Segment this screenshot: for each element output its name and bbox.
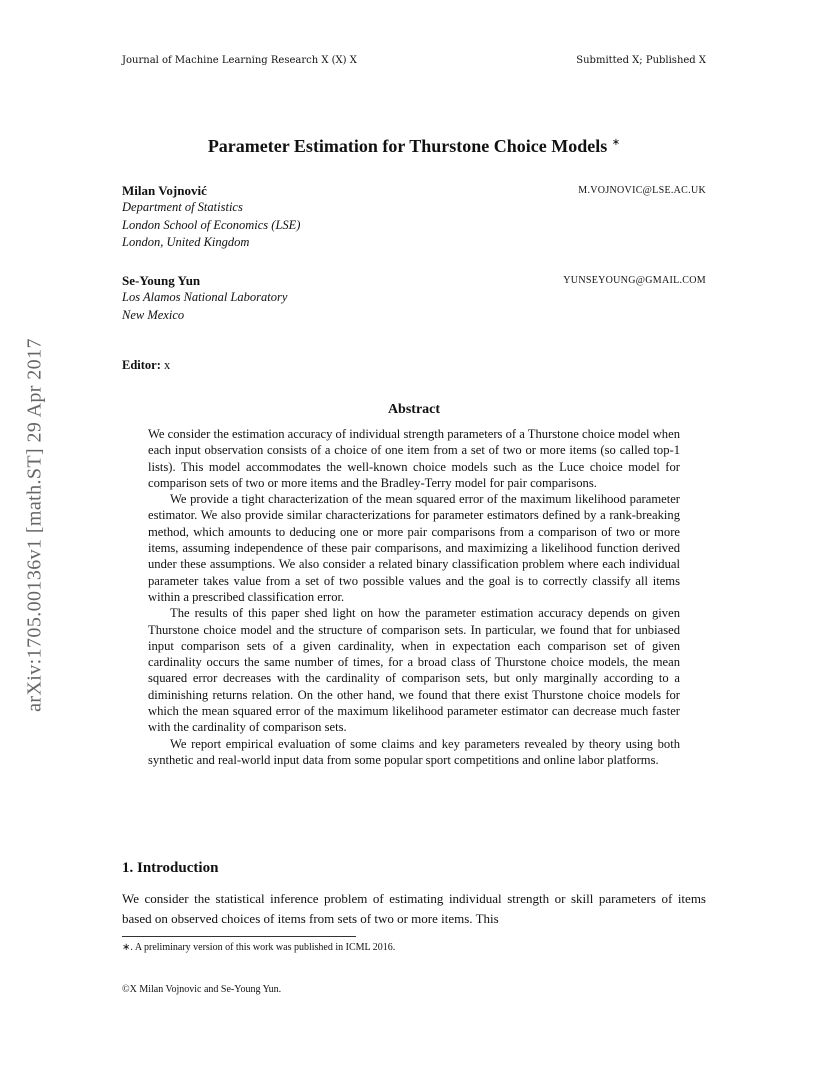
abstract-paragraph: We provide a tight characterization of the mean squared error of the maximum likelihood parameter estimator. We also provide similar characterizations for parameter estimators defined by a rank-breaking method, which amounts to deducing one or more pair comparisons from a comparison of two or more items, assuming independence of these pair comparisons, and maximizing a likelihood function derived under these assumptions. We also consider a related binary classification problem where each individual parameter takes value from a set of two possible values and the goal is to correctly classify all items within a prescribed classification error. xyxy=(148,492,680,604)
affiliation-line: Los Alamos National Laboratory xyxy=(122,290,288,304)
author-block-2 xyxy=(122,273,706,324)
abstract-paragraph: The results of this paper shed light on how the parameter estimation accuracy depends on given Thurstone choice model and the structure of comparison sets. In particular, we found that for unbiased input comparison sets of a given cardinality, when in expectation each comparison set of given cardinality occurs the same number of times, for a broad class of Thurstone choice models, the mean squared error decreases with the cardinality of comparison sets, but only marginally according to a diminishing returns relation. On the other hand, we found that there exist Thurstone choice models for which the mean squared error of the maximum likelihood parameter estimator can decrease much faster with the cardinality of comparison sets. xyxy=(148,606,680,735)
affiliation-line: Department of Statistics xyxy=(122,200,243,214)
editor-value: x xyxy=(164,358,171,372)
editor-line xyxy=(122,358,170,373)
author-block-1 xyxy=(122,183,706,252)
affiliation-line: New Mexico xyxy=(122,307,185,322)
affiliation-line: London, United Kingdom xyxy=(122,235,250,249)
abstract-paragraph: We consider the estimation accuracy of individual strength parameters of a Thurstone choice model when each input observation consists of a choice of one item from a set of two or more items (so called top-1 lists). This model accommodates the well-known choice models such as the Luce choice model for comparison sets of two or more items and the Bradley-Terry model for pair comparisons. xyxy=(148,427,680,490)
title-text: Parameter Estimation for Thurstone Choice Models xyxy=(207,136,608,156)
footnote-rule xyxy=(122,936,356,937)
paper-title xyxy=(0,136,828,157)
abstract-paragraph: We report empirical evaluation of some claims and key parameters revealed by theory using both synthetic and real-world input data from some popular sport competitions and online labor platforms. xyxy=(148,736,680,767)
editor-label: Editor: xyxy=(122,358,161,372)
author-name: Se-Young Yun xyxy=(122,273,201,288)
section-heading: 1. Introduction xyxy=(122,860,219,876)
abstract-heading: Abstract xyxy=(387,402,441,417)
affiliation-line: London School of Economics (LSE) xyxy=(122,217,301,232)
footnote: ∗. A preliminary version of this work was published in ICML 2016. xyxy=(122,942,396,953)
running-header-right: Submitted X; Published X xyxy=(576,55,706,66)
running-header-left: Journal of Machine Learning Research X (X) X xyxy=(122,55,357,66)
copyright-notice: ©X Milan Vojnovic and Se-Young Yun. xyxy=(122,984,282,995)
title-footnote-mark: ∗ xyxy=(611,137,621,148)
section-paragraph: We consider the statistical inference problem of estimating individual strength or skill parameters of items based on observed choices of items from sets of two or more items. This xyxy=(122,891,706,926)
author-name: Milan Vojnović xyxy=(122,183,207,198)
author-email[interactable]: M.VOJNOVIC@LSE.AC.UK xyxy=(578,185,706,196)
abstract-body xyxy=(148,426,680,768)
author-email[interactable]: YUNSEYOUNG@GMAIL.COM xyxy=(563,275,706,286)
arxiv-stamp: arXiv:1705.00136v1 [math.ST] 29 Apr 2017 xyxy=(23,338,46,712)
